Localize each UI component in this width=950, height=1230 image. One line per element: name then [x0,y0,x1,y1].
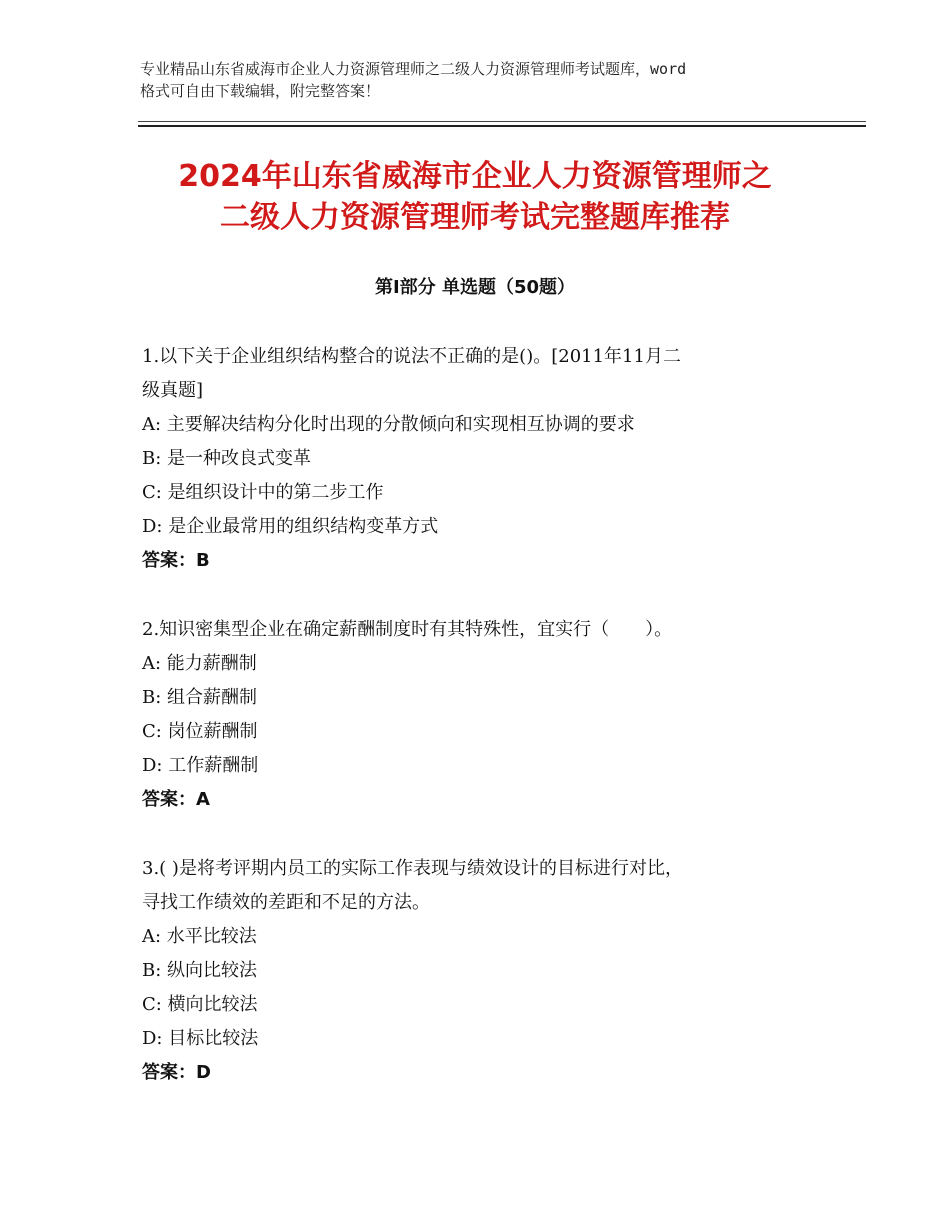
option-d: D: 目标比较法 [142,1028,259,1049]
option-a: A: 能力薪酬制 [142,653,257,674]
answer: 答案：A [142,789,210,810]
question-stem-line-2: 级真题] [142,380,204,401]
option-a: A: 主要解决结构分化时出现的分散倾向和实现相互协调的要求 [142,414,635,435]
section-title: 第Ⅰ部分 单选题（50题） [374,277,575,298]
answer: 答案：D [142,1062,211,1083]
question-1 [142,340,822,578]
question-stem-line-1: 2.知识密集型企业在确定薪酬制度时有其特殊性，宜实行（ ）。 [142,619,673,640]
option-d: D: 是企业最常用的组织结构变革方式 [142,516,439,537]
question-3 [142,852,822,1090]
option-c: C: 横向比较法 [142,994,258,1015]
question-stem [142,613,822,647]
question-stem-line-1: 3.( )是将考评期内员工的实际工作表现与绩效设计的目标进行对比， [142,858,683,879]
header-note-line-2: 格式可自由下载编辑，附完整答案！ [140,82,381,100]
option-b: B: 组合薪酬制 [142,687,258,708]
question-stem-line-1: 1.以下关于企业组织结构整合的说法不正确的是()。[2011年11月二 [142,346,681,367]
option-c: C: 是组织设计中的第二步工作 [142,482,384,503]
question-stem-line-2: 寻找工作绩效的差距和不足的方法。 [142,892,430,913]
header-divider-thick [138,125,866,127]
option-d: D: 工作薪酬制 [142,755,259,776]
header-note [140,58,840,102]
header-divider-thin [138,121,866,122]
option-b: B: 纵向比较法 [142,960,258,981]
option-c: C: 岗位薪酬制 [142,721,258,742]
option-b: B: 是一种改良式变革 [142,448,312,469]
answer: 答案：B [142,550,210,571]
question-2 [142,613,822,817]
document-title-line-2: 二级人力资源管理师考试完整题库推荐 [220,200,730,235]
header-note-line-1: 专业精品山东省威海市企业人力资源管理师之二级人力资源管理师考试题库，word [140,60,687,78]
document-title [100,156,850,238]
option-a: A: 水平比较法 [142,926,257,947]
question-stem [142,340,822,408]
document-title-line-1: 2024年山东省威海市企业人力资源管理师之 [178,159,772,194]
question-stem [142,852,822,920]
